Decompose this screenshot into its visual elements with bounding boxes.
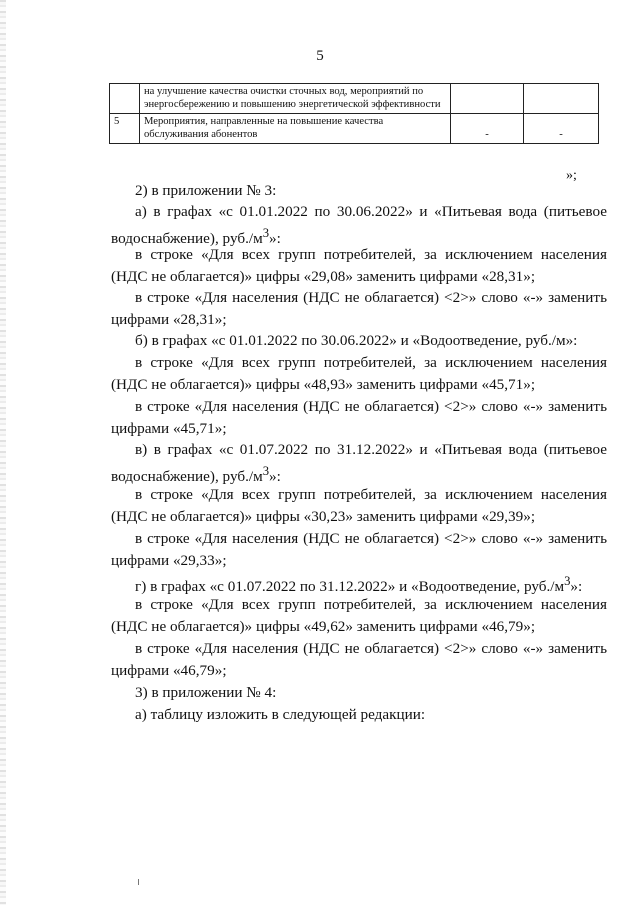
table-cell-value bbox=[450, 84, 523, 114]
paragraph-text: в) в графах «с 01.07.2022 по 31.12.2022» и «Питьевая вода (питьевое водоснабжение), руб./м bbox=[111, 441, 607, 485]
table-cell-number: 5 bbox=[110, 114, 140, 144]
paragraph: в строке «Для населения (НДС не облагается) <2>» слово «-» заменить цифрами «46,79»; bbox=[111, 640, 607, 679]
paragraph: в строке «Для всех групп потребителей, за исключением населения (НДС не облагается)» цифры «48,93» заменить цифрами «45,71»; bbox=[111, 354, 607, 393]
paragraph: б) в графах «с 01.01.2022 по 30.06.2022» и «Водоотведение, руб./м»: bbox=[135, 332, 578, 349]
document-table bbox=[109, 83, 599, 144]
superscript: 3 bbox=[262, 463, 270, 478]
scan-edge-artifact bbox=[0, 0, 6, 905]
paragraph: 3) в приложении № 4: bbox=[135, 684, 277, 701]
paragraph: в строке «Для всех групп потребителей, за исключением населения (НДС не облагается)» цифры «49,62» заменить цифрами «46,79»; bbox=[111, 596, 607, 635]
paragraph: в строке «Для населения (НДС не облагается) <2>» слово «-» заменить цифрами «45,71»; bbox=[111, 398, 607, 437]
page-number: 5 bbox=[316, 48, 324, 64]
paragraph bbox=[111, 201, 607, 249]
paragraph-text: »: bbox=[269, 467, 281, 485]
table-cell-value bbox=[524, 114, 599, 144]
paragraph-text: »: bbox=[269, 229, 281, 247]
paragraph-text: г) в графах «с 01.07.2022 по 31.12.2022» и «Водоотведение, руб./м bbox=[135, 578, 565, 596]
paragraph bbox=[111, 439, 607, 487]
superscript: 3 bbox=[262, 225, 270, 240]
paragraph: в строке «Для всех групп потребителей, за исключением населения (НДС не облагается)» цифры «29,08» заменить цифрами «28,31»; bbox=[111, 246, 607, 285]
scan-mark bbox=[138, 879, 139, 885]
paragraph: а) таблицу изложить в следующей редакции: bbox=[135, 706, 426, 723]
paragraph-text: а) в графах «с 01.01.2022 по 30.06.2022» и «Питьевая вода (питьевое водоснабжение), руб./м bbox=[111, 203, 607, 247]
table-cell-number bbox=[110, 84, 140, 114]
table-cell-text: на улучшение качества очистки сточных вод, мероприятий по энергосбережению и повышению энергетической эффективности bbox=[139, 84, 450, 114]
superscript: 3 bbox=[564, 574, 571, 588]
table-row bbox=[110, 84, 599, 114]
table-dash: - bbox=[485, 128, 489, 140]
paragraph: в строке «Для населения (НДС не облагается) <2>» слово «-» заменить цифрами «28,31»; bbox=[111, 289, 607, 328]
table-dash: - bbox=[559, 128, 563, 140]
table-row bbox=[110, 114, 599, 144]
table-cell-value bbox=[450, 114, 523, 144]
paragraph: в строке «Для всех групп потребителей, за исключением населения (НДС не облагается)» цифры «30,23» заменить цифрами «29,39»; bbox=[111, 486, 607, 525]
closing-quote-mark: »; bbox=[566, 168, 577, 183]
paragraph: в строке «Для населения (НДС не облагается) <2>» слово «-» заменить цифрами «29,33»; bbox=[111, 530, 607, 569]
paragraph-text: »: bbox=[570, 578, 583, 596]
table-cell-text: Мероприятия, направленные на повышение качества обслуживания абонентов bbox=[139, 114, 450, 144]
paragraph: 2) в приложении № 3: bbox=[135, 182, 277, 199]
table-cell-value bbox=[524, 84, 599, 114]
